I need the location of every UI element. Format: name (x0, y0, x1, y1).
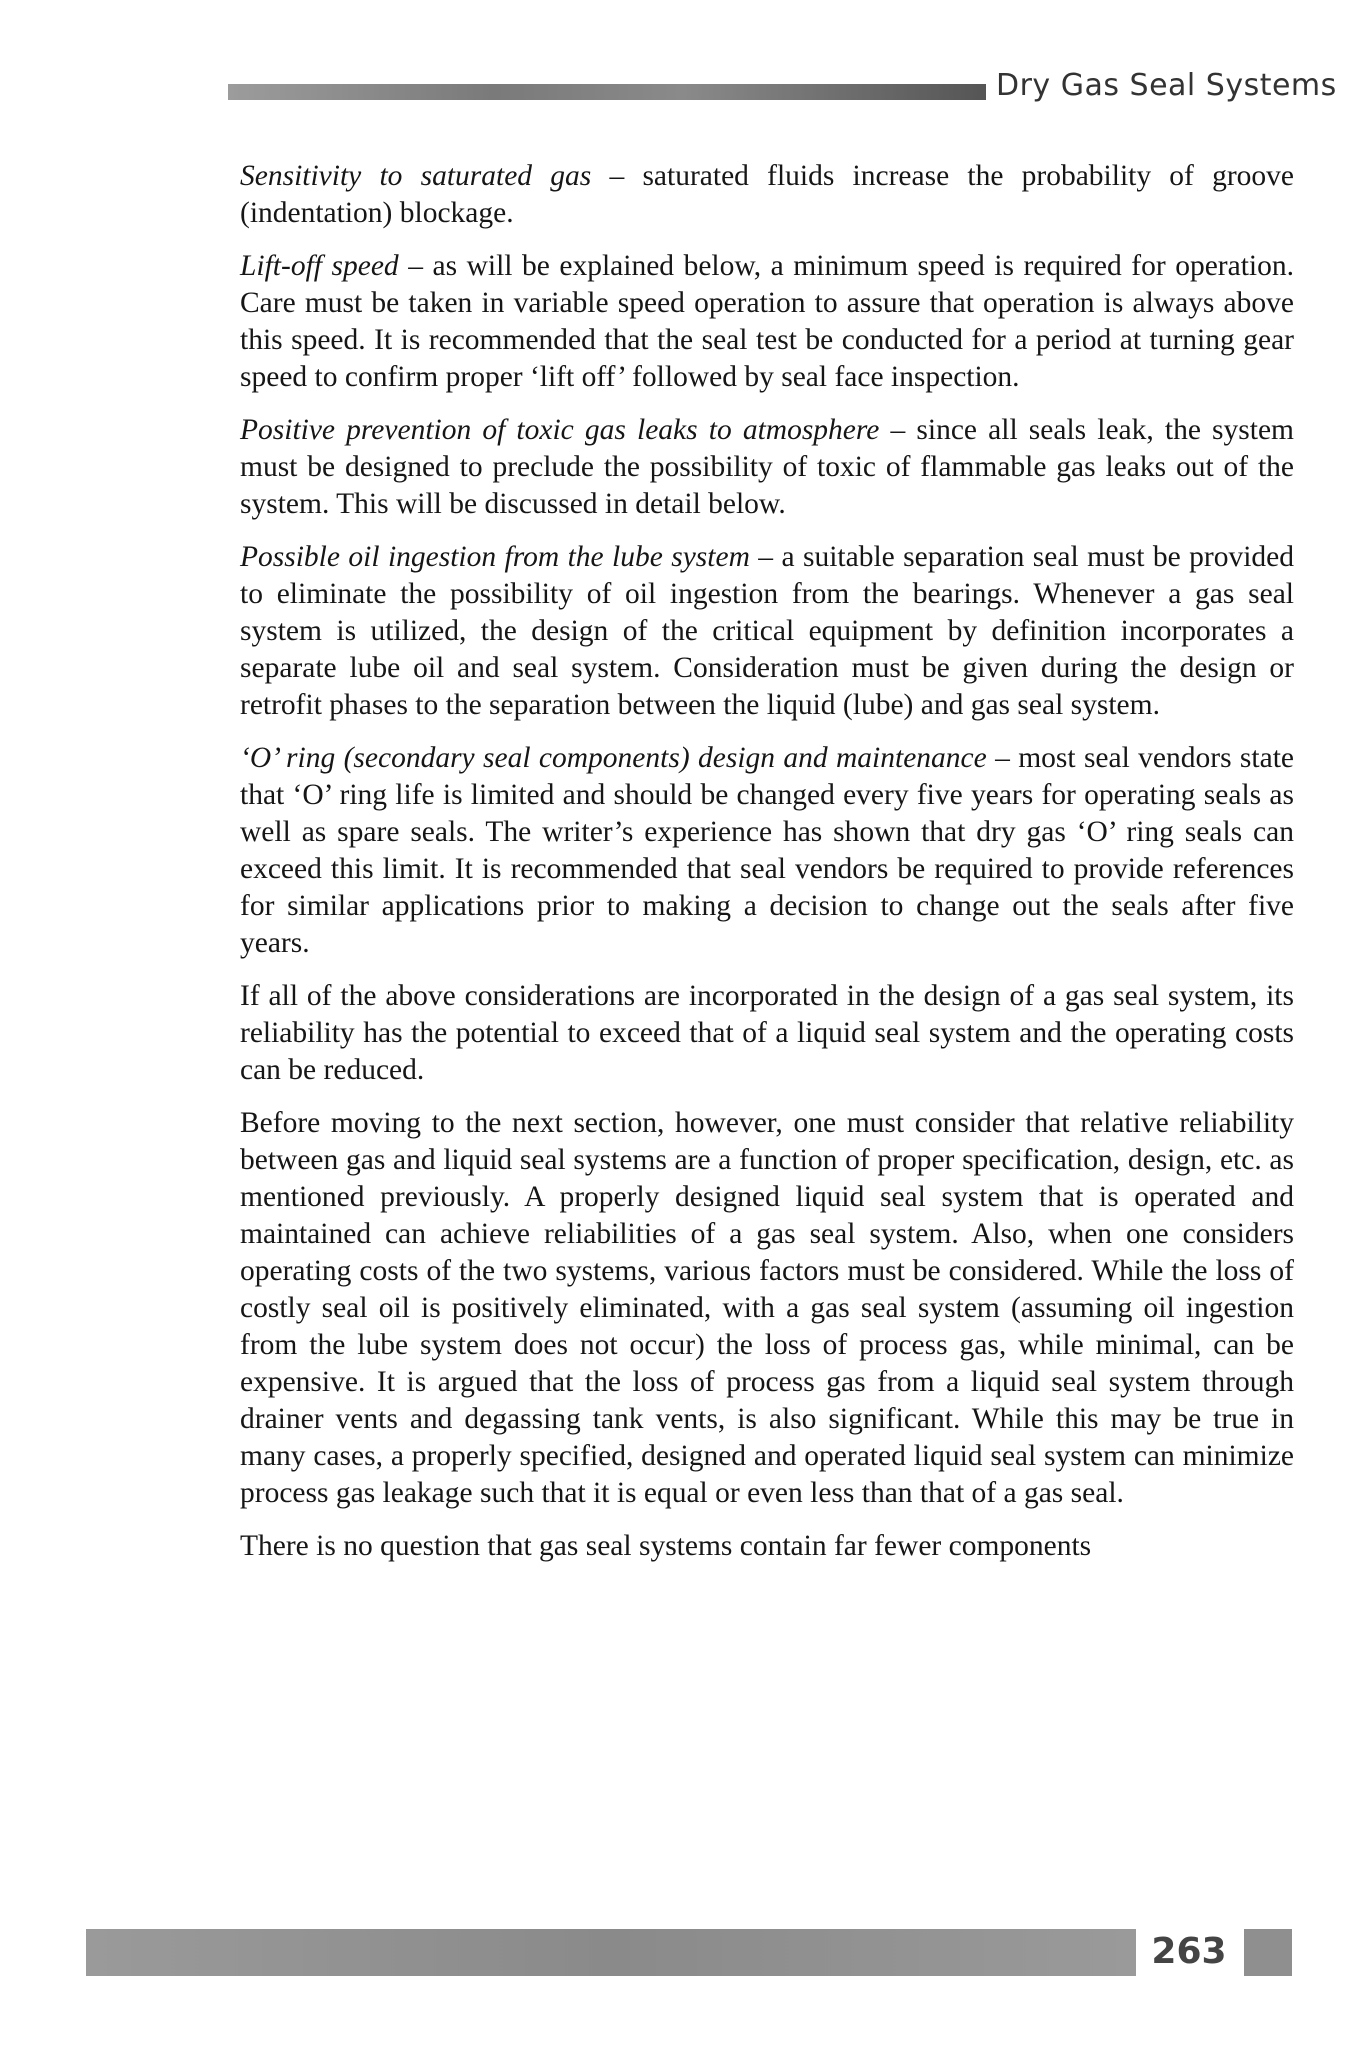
paragraph (240, 740, 1294, 962)
paragraph-text: Before moving to the next section, however, one must consider that relative reliability between gas and liquid seal systems are a function of proper specification, design, etc. as mentioned previously. A properly designed liquid seal system that is operated and maintained can achieve reliabilities of a gas seal system. Also, when one considers operating costs of the two systems, various factors must be considered. While the loss of costly seal oil is positively eliminated, with a gas seal system (assuming oil ingestion from the lube system does not occur) the loss of process gas, while minimal, can be expensive. It is argued that the loss of process gas from a liquid seal system through drainer vents and degassing tank vents, is also significant. While this may be true in many cases, a properly specified, designed and operated liquid seal system can minimize process gas leakage such that it is equal or even less than that of a gas seal. (240, 1107, 1294, 1509)
paragraph (240, 1105, 1294, 1512)
paragraph (240, 1528, 1294, 1565)
paragraph-lead: Sensitivity to saturated gas (240, 160, 592, 192)
paragraph-lead: Lift-off speed (240, 250, 399, 282)
header-rule (228, 84, 986, 100)
paragraph (240, 539, 1294, 724)
paragraph-text: If all of the above considerations are incorporated in the design of a gas seal system, its reliability has the potential to exceed that of a liquid seal system and the operating costs can be reduced. (240, 980, 1294, 1086)
paragraph-text: – since all seals leak, the system must be designed to preclude the possibility of toxic of flammable gas leaks out of the system. This will be discussed in detail below. (240, 414, 1295, 520)
paragraph (240, 978, 1294, 1089)
paragraph-lead: Positive prevention of toxic gas leaks to atmosphere (240, 414, 880, 446)
page-body (240, 158, 1294, 1581)
paragraph-lead: Possible oil ingestion from the lube system (240, 541, 750, 573)
paragraph-text: – a suitable separation seal must be provided to eliminate the possibility of oil ingestion from the bearings. Whenever a gas seal system is utilized, the design of the critical equipment by definition incorporates a separate lube oil and seal system. Consideration must be given during the design or retrofit phases to the separation between the liquid (lube) and gas seal system. (240, 541, 1294, 721)
paragraph-lead: ‘O’ ring (secondary seal components) design and maintenance (240, 742, 987, 774)
paragraph (240, 158, 1294, 232)
paragraph-text: There is no question that gas seal systems contain far fewer components (240, 1530, 1092, 1562)
footer-end-block (1244, 1929, 1292, 1976)
footer-rule (86, 1929, 1136, 1976)
paragraph (240, 248, 1294, 396)
paragraph-text: – as will be explained below, a minimum speed is required for operation. Care must be taken in variable speed operation to assure that operation is always above this speed. It is recommended that the seal test be conducted for a period at turning gear speed to confirm proper ‘lift off’ followed by seal face inspection. (240, 250, 1294, 393)
paragraph-text: – most seal vendors state that ‘O’ ring life is limited and should be changed every five years for operating seals as well as spare seals. The writer’s experience has shown that dry gas ‘O’ ring seals can exceed this limit. It is recommended that seal vendors be required to provide references for similar applications prior to making a decision to change out the seals after five years. (240, 742, 1294, 959)
page-number: 263 (1151, 1931, 1227, 1972)
running-header-title: Dry Gas Seal Systems (996, 68, 1337, 103)
paragraph (240, 412, 1294, 523)
paragraph-text: – saturated fluids increase the probability of groove (indentation) blockage. (240, 160, 1294, 229)
